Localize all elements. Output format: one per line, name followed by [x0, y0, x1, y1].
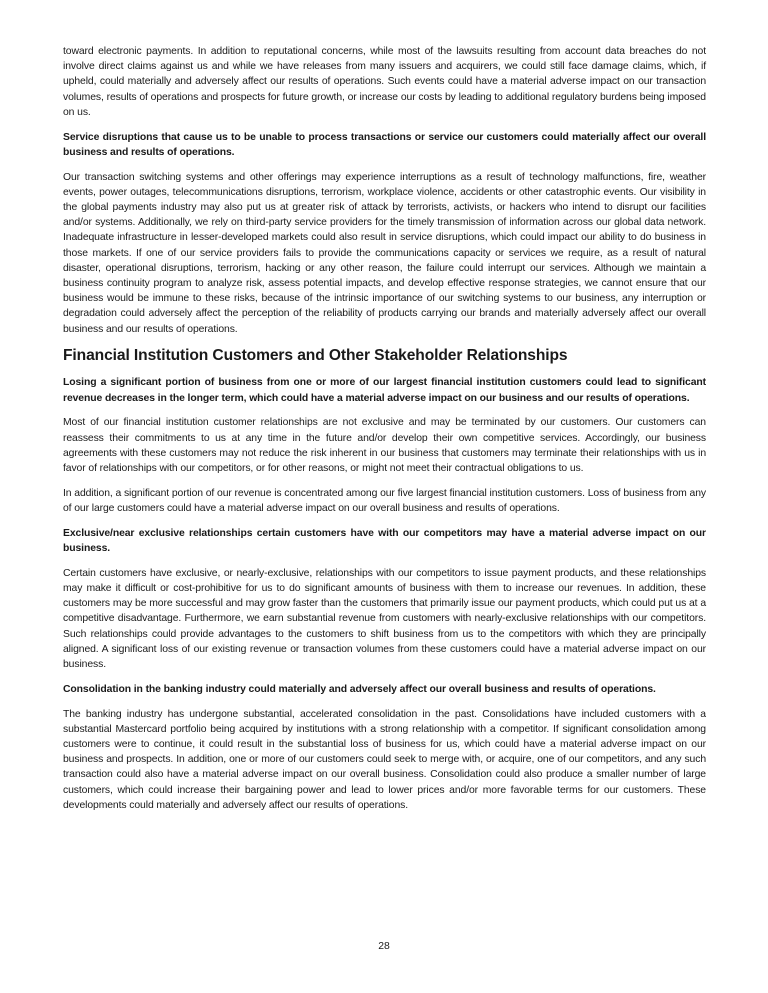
paragraph-service-disruptions: Our transaction switching systems and other offerings may experience interruptions as a result of technology malfunctions, fire, weather events, power outages, telecommunications disruptions, terrorism, workplace violence, accidents or other catastrophic events. Our visibility in the global payments industry may also put us at greater risk of attack by terrorists, activists, or hackers who intend to disrupt our facilities and/or systems. Additionally, we rely on third-party service providers for the timely transmission of information across our global data network. Inadequate infrastructure in lesser-developed markets could also result in service disruptions, which could impact our ability to do business in those markets. If one of our service providers fails to provide the communications capacity or services we require, as a result of natural disaster, operational disruptions, terrorism, hacking or any other reason, the failure could interrupt our services. Although we maintain a business continuity program to analyze risk, assess potential impacts, and develop effective response strategies, we cannot ensure that our business would be immune to these risks, because of the intrinsic importance of our switching systems to our business, any interruption or degradation could adversely affect the perception of the reliability of products carrying our brands and materially adversely affect our overall business and our results of operations.: [63, 171, 706, 335]
paragraph-customer-relationships: Most of our financial institution customer relationships are not exclusive and may be terminated by our customers. Our customers can reassess their commitments to us at any time in the future and/or develop their own competitive services. Accordingly, our business agreements with these customers may not reduce the risk inherent in our business that customers may terminate their relationships with us in favor of relationships with our competitors, or for other reasons, or might not meet their contractual obligations to us.: [63, 417, 706, 475]
paragraph-exclusive-relationships: Certain customers have exclusive, or nearly-exclusive, relationships with our competitors to issue payment products, and these relationships may make it difficult or cost-prohibitive for us to do significant amounts of business with them to increase our revenues. In addition, these customers may be more successful and may grow faster than the customers that primarily issue our payment products, which could put us at a competitive disadvantage. Furthermore, we earn substantial revenue from customers with nearly-exclusive relationships with our competitors. Such relationships could provide advantages to the customers to shift business from us to the competitors with which they are principally aligned. A significant loss of our existing revenue or transaction volumes from these customers could have a material adverse impact on our business.: [63, 567, 706, 671]
risk-heading-service-disruptions: Service disruptions that cause us to be unable to process transactions or service our customers could materially affect our overall business and results of operations.: [63, 131, 706, 158]
risk-heading-exclusive-relationships: Exclusive/near exclusive relationships certain customers have with our competitors may have a material adverse impact on our business.: [63, 527, 706, 555]
risk-heading-losing-customers: Losing a significant portion of business from one or more of our largest financial institution customers could lead to significant revenue decreases in the longer term, which could have a material adverse impact on our business and our results of operations.: [63, 377, 706, 404]
page-number: 28: [378, 941, 390, 952]
paragraph-revenue-concentration: In addition, a significant portion of our revenue is concentrated among our five largest financial institution customers. Loss of business from any of our large customers could have a material adverse impact on our overall business and results of operations.: [63, 487, 706, 515]
paragraph-data-breach-continued: toward electronic payments. In addition to reputational concerns, while most of the lawsuits resulting from account data breaches do not involve direct claims against us and while we have releases from many issuers and acquirers, we could still face damage claims, which, if upheld, could materially and adversely affect our results of operations. Such events could have a material adverse impact on our transaction volumes, results of operations and prospects for future growth, or increase our costs by leading to additional regulatory burdens being imposed on us.: [63, 46, 706, 118]
page-body: [63, 44, 706, 823]
section-title-financial-institution: Financial Institution Customers and Other Stakeholder Relationships: [63, 347, 568, 365]
risk-heading-bank-consolidation: Consolidation in the banking industry could materially and adversely affect our overall business and results of operations.: [63, 683, 656, 695]
paragraph-bank-consolidation: The banking industry has undergone substantial, accelerated consolidation in the past. Consolidations have included customers with a substantial Mastercard portfolio being acquired by institutions with a strong relationship with a competitor. If significant consolidation among customers were to continue, it could result in the substantial loss of business for us, which could have a material adverse impact on our business and prospects. In addition, one or more of our customers could seek to merge with, or acquire, one of our competitors, and any such transaction could also have a material adverse impact on our overall business. Consolidation could also produce a smaller number of large customers, which could increase their bargaining power and lead to lower prices and/or more favorable terms for our customers. These developments could materially and adversely affect our results of operations.: [63, 708, 706, 811]
